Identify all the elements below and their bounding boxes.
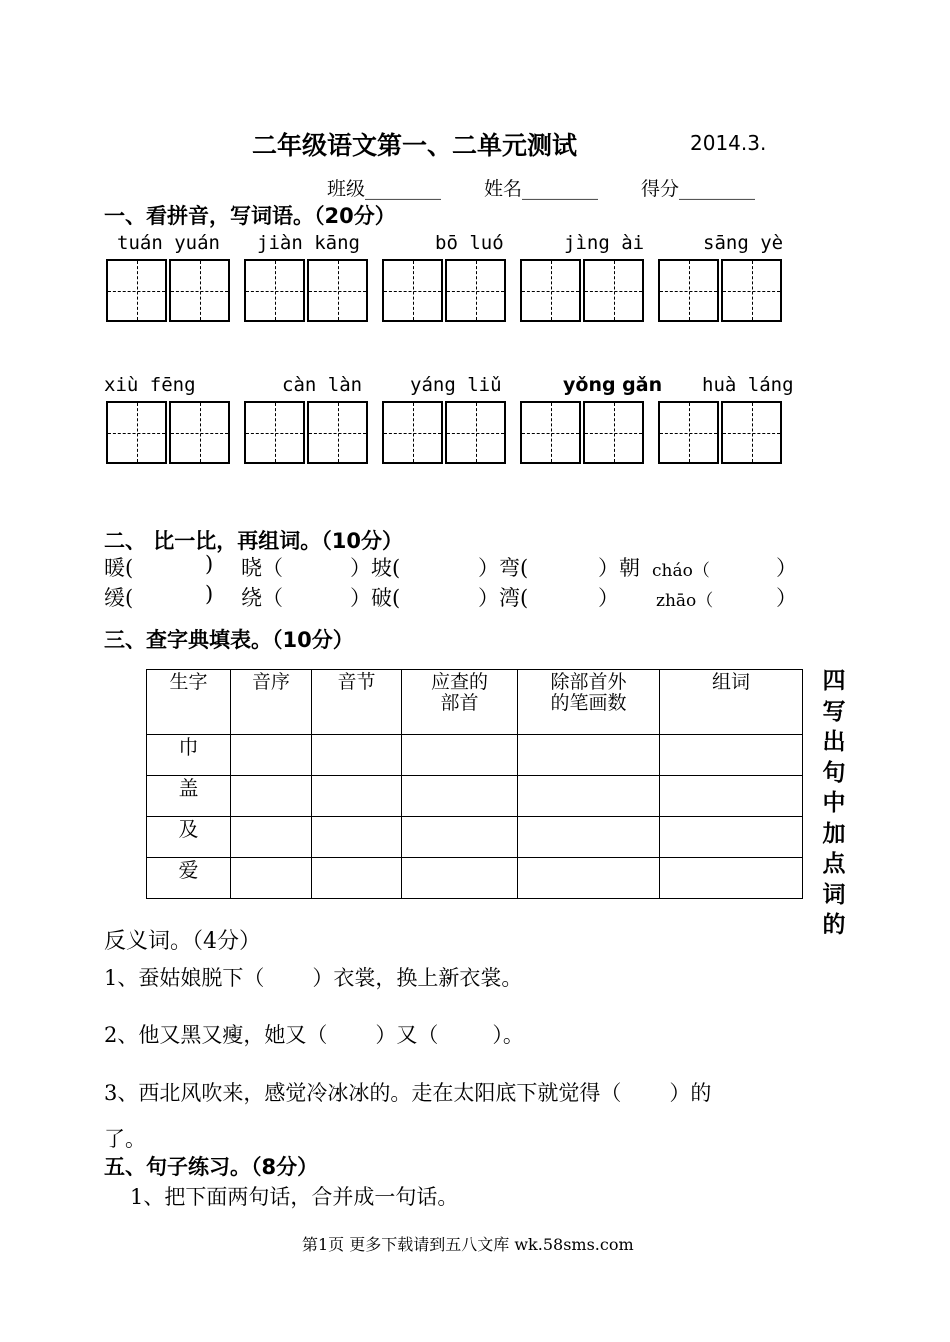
compare-item: 暖( (104, 556, 134, 580)
table-cell[interactable] (660, 817, 803, 858)
column-header: 音序 (231, 670, 312, 735)
writing-box[interactable] (445, 401, 506, 464)
pinyin-label: sāng yè (703, 232, 784, 254)
field-class: 班级________ (327, 178, 442, 200)
writing-box[interactable] (520, 401, 581, 464)
table-row-char: 及 (147, 817, 231, 858)
column-header: 组词 (660, 670, 803, 735)
section5-question-1: 1、把下面两句话，合并成一句话。 (130, 1185, 459, 1209)
column-header: 生字 (147, 670, 231, 735)
pinyin-label: càn làn (282, 374, 363, 396)
table-cell[interactable] (312, 735, 402, 776)
section2-heading: 二、 比一比，再组词。（10分） (104, 529, 404, 553)
writing-box[interactable] (658, 259, 719, 322)
compare-item: ) (205, 582, 214, 606)
table-row-char: 巾 (147, 735, 231, 776)
table-cell[interactable] (518, 735, 660, 776)
pinyin-label: xiù fēng (104, 374, 196, 396)
writing-box[interactable] (244, 401, 305, 464)
compare-item: ）朝 (598, 556, 640, 580)
compare-item: ）湾( (478, 586, 529, 610)
compare-item: ）破( (350, 586, 401, 610)
writing-box[interactable] (721, 401, 782, 464)
compare-pinyin: zhāo（ (656, 591, 714, 611)
section4-vertical-heading: 四 写 出 句 中 加 点 词 的 (822, 668, 846, 938)
table-cell[interactable] (231, 858, 312, 899)
table-row-char: 爱 (147, 858, 231, 899)
table-cell[interactable] (312, 817, 402, 858)
writing-box[interactable] (382, 401, 443, 464)
compare-item: 缓( (104, 586, 134, 610)
table-row-char: 盖 (147, 776, 231, 817)
section5-heading: 五、句子练习。（8分） (104, 1155, 319, 1179)
compare-pinyin: cháo（ (652, 561, 710, 581)
field-score: 得分________ (641, 178, 756, 200)
compare-item: ） (776, 586, 797, 610)
writing-box[interactable] (445, 259, 506, 322)
compare-item: ）弯( (478, 556, 529, 580)
question-3-cont: 了。 (104, 1127, 146, 1151)
writing-box[interactable] (520, 259, 581, 322)
compare-item: ) (205, 552, 214, 576)
dictionary-table (146, 669, 803, 899)
writing-box[interactable] (169, 401, 230, 464)
writing-box[interactable] (169, 259, 230, 322)
table-cell[interactable] (402, 858, 518, 899)
page-title: 二年级语文第一、二单元测试 (252, 131, 578, 160)
column-header: 音节 (312, 670, 402, 735)
table-cell[interactable] (660, 858, 803, 899)
writing-box[interactable] (721, 259, 782, 322)
compare-item: 晓（ (241, 556, 283, 580)
writing-box[interactable] (106, 401, 167, 464)
writing-box[interactable] (244, 259, 305, 322)
writing-box[interactable] (106, 259, 167, 322)
question-2: 2、他又黑 •又瘦 •，她又（ ）又（ ）。 (104, 1019, 524, 1049)
writing-box[interactable] (382, 259, 443, 322)
table-cell[interactable] (231, 776, 312, 817)
column-header: 除部首外的笔画数 (518, 670, 660, 735)
writing-box[interactable] (583, 401, 644, 464)
pinyin-label: huà láng (702, 374, 794, 396)
table-cell[interactable] (518, 858, 660, 899)
table-cell[interactable] (518, 776, 660, 817)
table-cell[interactable] (402, 776, 518, 817)
table-cell[interactable] (402, 817, 518, 858)
question-1: 1、蚕姑娘脱下（ ）衣裳，换上新 •衣裳。 (104, 962, 522, 992)
table-cell[interactable] (231, 735, 312, 776)
pinyin-label: jiàn kāng (257, 232, 360, 254)
writing-box[interactable] (307, 401, 368, 464)
writing-box[interactable] (583, 259, 644, 322)
pinyin-label: yǒng gǎn (563, 374, 663, 396)
table-cell[interactable] (660, 776, 803, 817)
writing-box[interactable] (307, 259, 368, 322)
compare-item: 绕（ (241, 586, 283, 610)
pinyin-label: yáng liǔ (410, 374, 502, 396)
field-name: 姓名________ (484, 178, 599, 200)
section1-heading: 一、看拼音，写词语。（20分） (104, 204, 396, 228)
pinyin-label: bō luó (435, 232, 504, 254)
table-cell[interactable] (231, 817, 312, 858)
page-footer: 第1页 更多下载请到五八文库 wk.58sms.com (302, 1235, 634, 1254)
column-header: 应查的部首 (402, 670, 518, 735)
test-date: 2014.3. (690, 131, 767, 155)
section3-heading: 三、查字典填表。（10分） (104, 628, 354, 652)
compare-item: ） (598, 586, 619, 610)
table-cell[interactable] (660, 735, 803, 776)
table-cell[interactable] (312, 858, 402, 899)
writing-box[interactable] (658, 401, 719, 464)
table-cell[interactable] (402, 735, 518, 776)
compare-item: ）坡( (350, 556, 401, 580)
pinyin-label: tuán yuán (117, 232, 220, 254)
section4-heading-cont: 反义词。（4分） (104, 929, 261, 954)
table-cell[interactable] (518, 817, 660, 858)
table-cell[interactable] (312, 776, 402, 817)
compare-item: ） (776, 556, 797, 580)
pinyin-label: jìng ài (564, 232, 645, 254)
question-3: 3、西北风吹来，感觉冷 •冰 •冰 •的。走在太阳底下就觉得（ ）的 (104, 1077, 711, 1107)
